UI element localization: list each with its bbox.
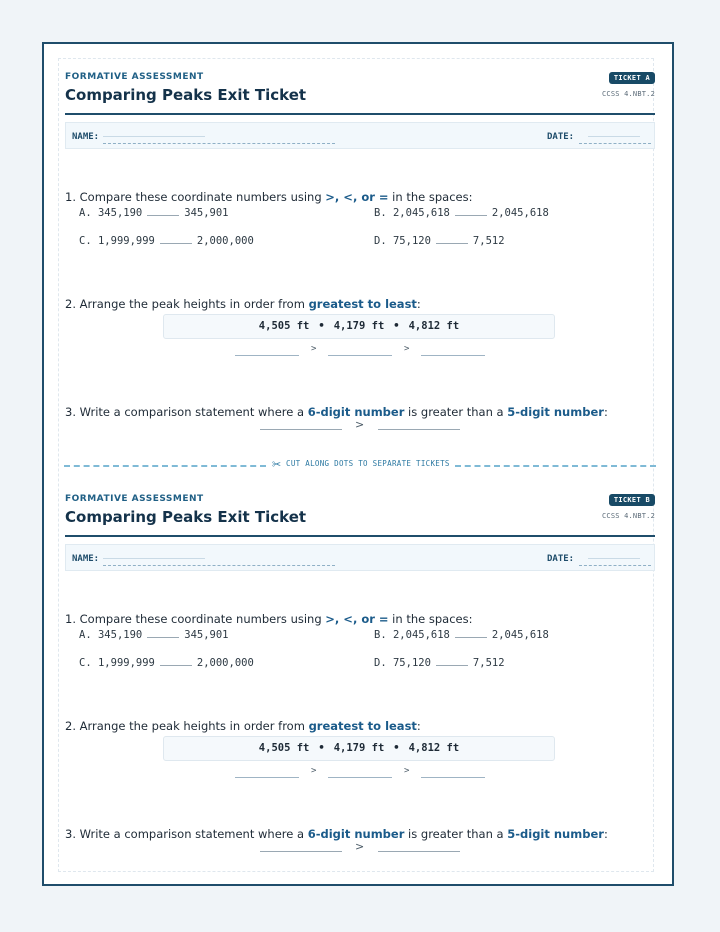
- height-value: 4,179 ft: [333, 320, 385, 332]
- item-label: B.: [374, 207, 387, 219]
- q2-suffix: :: [416, 719, 421, 733]
- compare-item-c: [79, 657, 254, 669]
- compare-item-b: [374, 207, 549, 219]
- q2-suffix: :: [416, 297, 421, 311]
- item-right-number: 345,901: [184, 207, 229, 219]
- ticket-badge: TICKET A: [609, 72, 655, 84]
- q1-symbols: >, <, or =: [325, 612, 389, 626]
- item-right-number: 2,000,000: [196, 657, 254, 669]
- order-blank-2[interactable]: [328, 777, 392, 778]
- item-left-number: 1,999,999: [97, 235, 155, 247]
- cut-instruction: CUT ALONG DOTS TO SEPARATE TICKETS: [286, 459, 450, 468]
- height-value: 4,812 ft: [408, 320, 460, 332]
- cut-dashes-left: [64, 465, 266, 467]
- cut-dashes-right: [455, 465, 656, 467]
- question-2: [65, 719, 421, 733]
- ticket-title: Comparing Peaks Exit Ticket: [65, 86, 307, 104]
- bullet-separator: •: [393, 742, 400, 754]
- answer-blank[interactable]: [147, 207, 179, 216]
- item-left-number: 75,120: [392, 657, 431, 669]
- order-symbol: >: [311, 344, 317, 354]
- order-blank-2[interactable]: [328, 355, 392, 356]
- question-3: [65, 827, 608, 841]
- compare-item-a: [79, 207, 229, 219]
- item-right-number: 2,045,618: [491, 629, 549, 641]
- item-label: D.: [374, 235, 387, 247]
- q3-suffix: :: [603, 827, 608, 841]
- answer-blank[interactable]: [436, 235, 468, 244]
- order-symbol: >: [404, 766, 410, 776]
- statement-blank-1[interactable]: [260, 851, 342, 852]
- answer-blank[interactable]: [436, 657, 468, 666]
- compare-item-d: [374, 235, 505, 247]
- order-symbol: >: [404, 344, 410, 354]
- q1-prefix: 1. Compare these coordinate numbers using: [65, 190, 326, 204]
- item-label: C.: [79, 235, 92, 247]
- item-left-number: 2,045,618: [392, 207, 450, 219]
- kicker: FORMATIVE ASSESSMENT: [65, 72, 204, 82]
- q3-highlight-2: 5-digit number: [507, 405, 604, 419]
- item-left-number: 2,045,618: [392, 629, 450, 641]
- ticket-title: Comparing Peaks Exit Ticket: [65, 508, 307, 526]
- answer-blank[interactable]: [160, 657, 192, 666]
- q3-middle: is greater than a: [404, 405, 508, 419]
- bullet-separator: •: [318, 742, 325, 754]
- peak-heights-box: [163, 736, 555, 761]
- item-label: C.: [79, 657, 92, 669]
- question-3: [65, 405, 608, 419]
- header-divider: [65, 113, 655, 115]
- kicker: FORMATIVE ASSESSMENT: [65, 494, 204, 504]
- cut-line: [64, 457, 656, 473]
- answer-blank[interactable]: [455, 207, 487, 216]
- peak-heights-box: [163, 314, 555, 339]
- name-date-bar: [65, 544, 655, 571]
- item-right-number: 2,000,000: [196, 235, 254, 247]
- q2-prefix: 2. Arrange the peak heights in order from: [65, 719, 309, 733]
- bullet-separator: •: [393, 320, 400, 332]
- q3-prefix: 3. Write a comparison statement where a: [65, 827, 308, 841]
- compare-item-a: [79, 629, 229, 641]
- date-field[interactable]: [579, 554, 651, 566]
- q3-middle: is greater than a: [404, 827, 508, 841]
- compare-item-d: [374, 657, 505, 669]
- q1-symbols: >, <, or =: [325, 190, 389, 204]
- order-blank-3[interactable]: [421, 777, 485, 778]
- height-value: 4,505 ft: [258, 320, 310, 332]
- item-left-number: 345,190: [97, 629, 143, 641]
- q3-suffix: :: [603, 405, 608, 419]
- item-label: B.: [374, 629, 387, 641]
- name-field[interactable]: [103, 554, 335, 566]
- header-divider: [65, 535, 655, 537]
- ticket-badge: TICKET B: [609, 494, 655, 506]
- order-symbol: >: [311, 766, 317, 776]
- name-date-bar: [65, 122, 655, 149]
- item-right-number: 2,045,618: [491, 207, 549, 219]
- ticket-a: [65, 72, 655, 482]
- item-label: A.: [79, 629, 92, 641]
- q1-suffix: in the spaces:: [388, 190, 473, 204]
- answer-blank[interactable]: [160, 235, 192, 244]
- statement-blank-2[interactable]: [378, 429, 460, 430]
- name-label: NAME:: [72, 132, 100, 142]
- q3-highlight-2: 5-digit number: [507, 827, 604, 841]
- statement-blank-2[interactable]: [378, 851, 460, 852]
- order-blank-1[interactable]: [235, 355, 299, 356]
- item-left-number: 345,190: [97, 207, 143, 219]
- name-field[interactable]: [103, 132, 335, 144]
- standard-code: CCSS 4.NBT.2: [602, 512, 655, 520]
- q2-prefix: 2. Arrange the peak heights in order from: [65, 297, 309, 311]
- order-blank-3[interactable]: [421, 355, 485, 356]
- item-label: D.: [374, 657, 387, 669]
- q2-highlight: greatest to least: [308, 297, 417, 311]
- standard-code: CCSS 4.NBT.2: [602, 90, 655, 98]
- q3-highlight-1: 6-digit number: [307, 405, 405, 419]
- statement-symbol: >: [355, 840, 365, 853]
- height-value: 4,179 ft: [333, 742, 385, 754]
- q3-prefix: 3. Write a comparison statement where a: [65, 405, 308, 419]
- bullet-separator: •: [318, 320, 325, 332]
- item-right-number: 345,901: [184, 629, 229, 641]
- answer-blank[interactable]: [455, 629, 487, 638]
- q1-suffix: in the spaces:: [388, 612, 473, 626]
- q2-highlight: greatest to least: [308, 719, 417, 733]
- compare-item-c: [79, 235, 254, 247]
- statement-symbol: >: [355, 418, 365, 431]
- answer-blank[interactable]: [147, 629, 179, 638]
- item-right-number: 7,512: [472, 657, 505, 669]
- compare-item-b: [374, 629, 549, 641]
- scissors-icon: ✂: [272, 458, 282, 471]
- q1-prefix: 1. Compare these coordinate numbers using: [65, 612, 326, 626]
- order-blank-1[interactable]: [235, 777, 299, 778]
- date-label: DATE:: [547, 132, 575, 142]
- date-label: DATE:: [547, 554, 575, 564]
- question-1: [65, 612, 472, 626]
- item-left-number: 75,120: [392, 235, 431, 247]
- q3-highlight-1: 6-digit number: [307, 827, 405, 841]
- date-field[interactable]: [579, 132, 651, 144]
- question-2: [65, 297, 421, 311]
- ticket-b: [65, 494, 655, 904]
- statement-blank-1[interactable]: [260, 429, 342, 430]
- height-value: 4,505 ft: [258, 742, 310, 754]
- item-label: A.: [79, 207, 92, 219]
- name-label: NAME:: [72, 554, 100, 564]
- height-value: 4,812 ft: [408, 742, 460, 754]
- item-right-number: 7,512: [472, 235, 505, 247]
- item-left-number: 1,999,999: [97, 657, 155, 669]
- question-1: [65, 190, 472, 204]
